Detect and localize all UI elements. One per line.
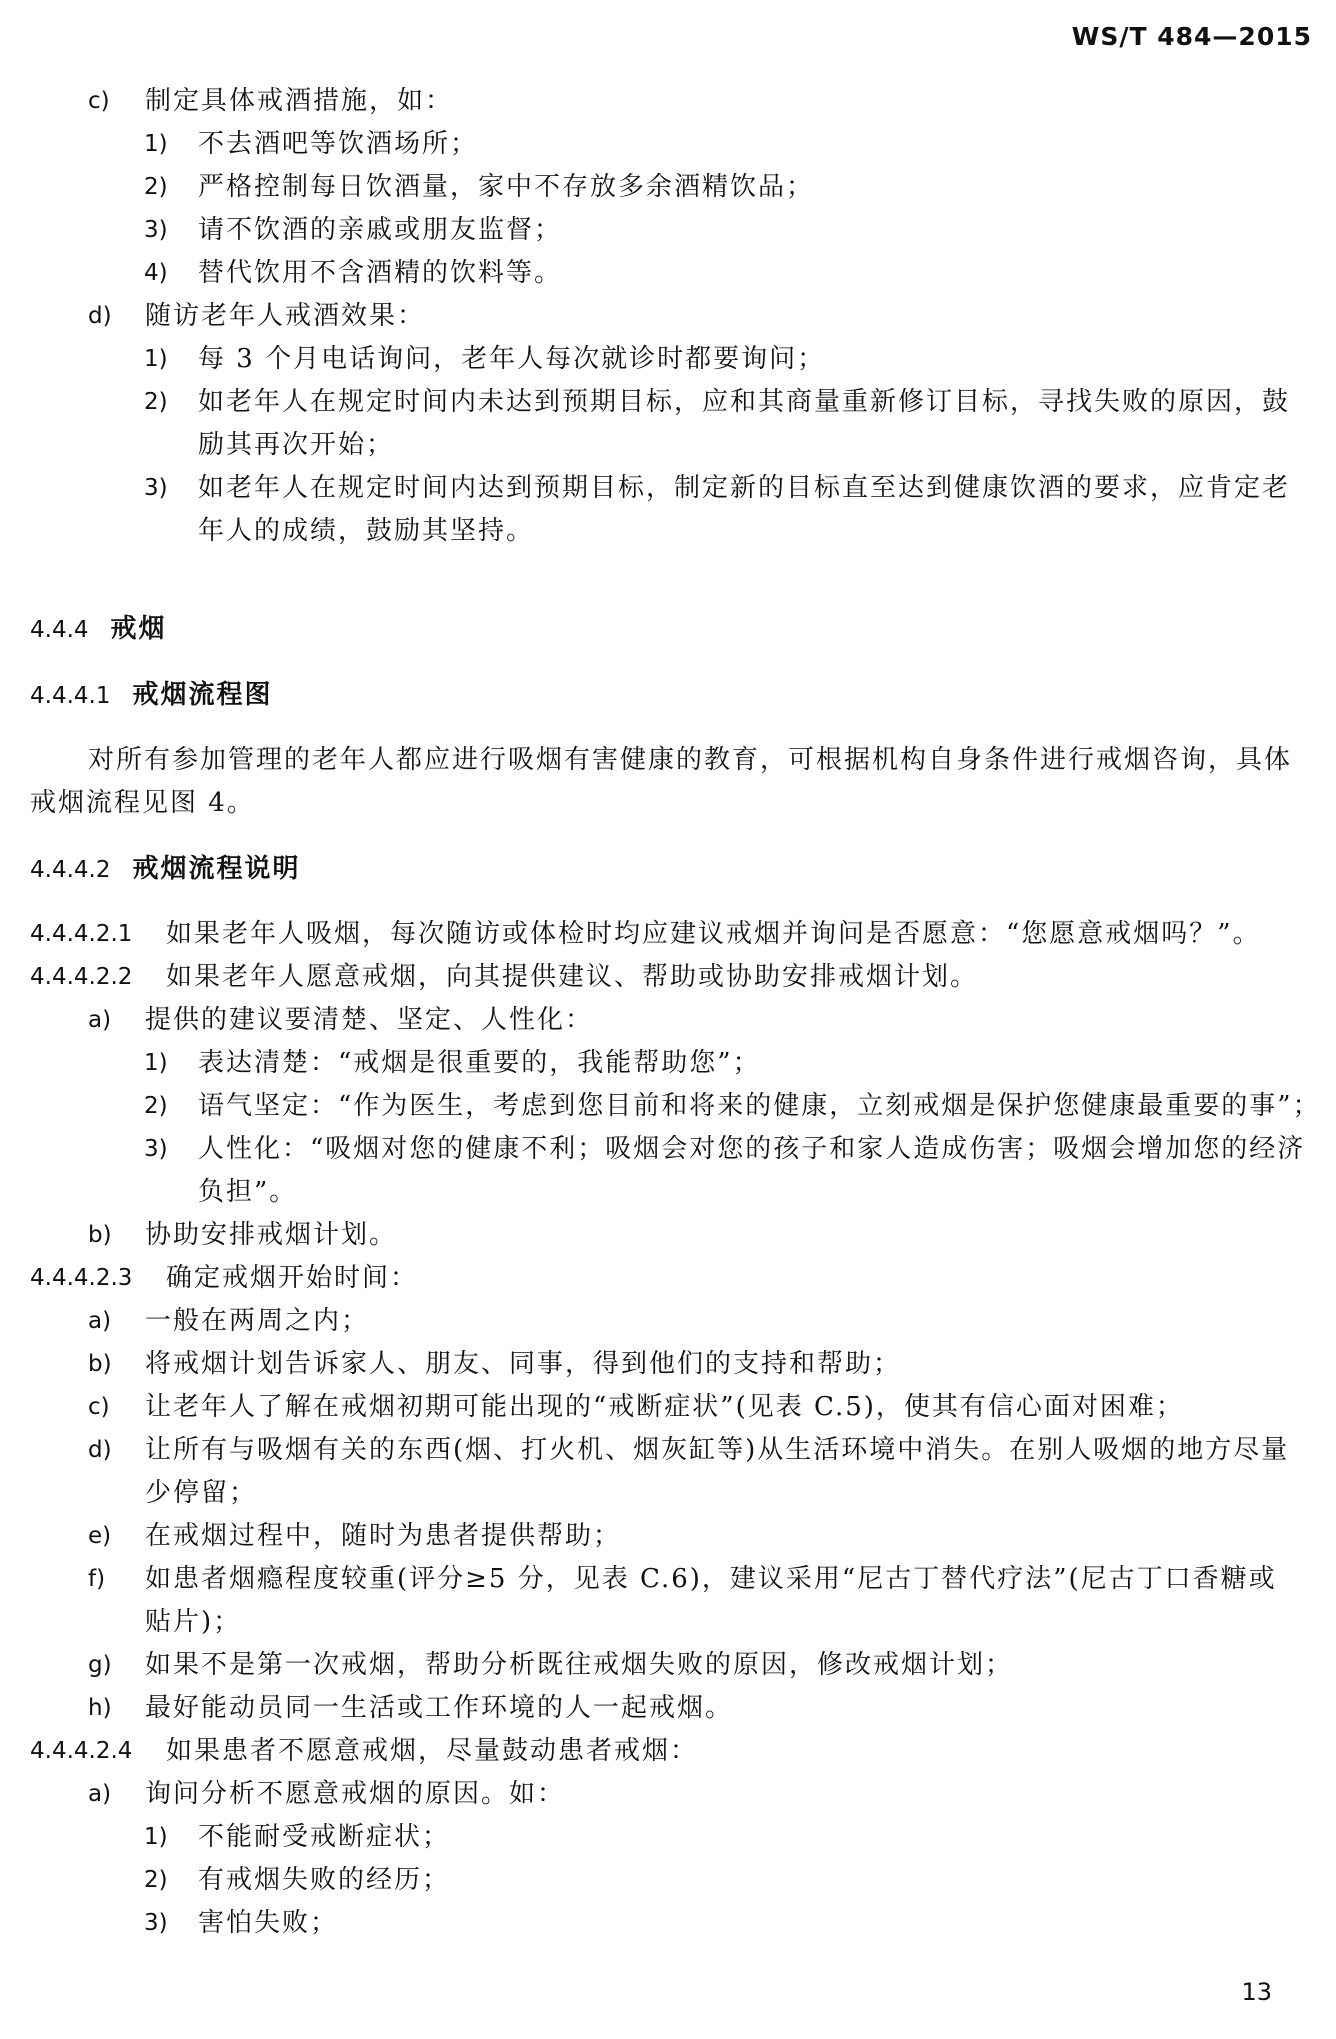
list-marker: 4) xyxy=(144,260,168,286)
list-marker: f) xyxy=(88,1566,106,1592)
line-text: 最好能动员同一生活或工作环境的人一起戒烟。 xyxy=(145,1693,734,1723)
list-marker: 2) xyxy=(144,1867,168,1893)
line-text: 如老年人在规定时间内达到预期目标，制定新的目标直至达到健康饮酒的要求，应肯定老 xyxy=(198,473,1291,503)
line-text: 少停留； xyxy=(145,1478,258,1508)
list-marker: 4.4.4.2.3 xyxy=(30,1265,133,1291)
list-marker: d) xyxy=(88,1437,112,1463)
list-marker: h) xyxy=(88,1695,112,1721)
page-number: 13 xyxy=(1241,1978,1272,2006)
line-text: 替代饮用不含酒精的饮料等。 xyxy=(198,258,563,288)
line-text: 确定戒烟开始时间： xyxy=(166,1263,419,1293)
list-marker: 2) xyxy=(144,389,168,415)
line-text: 人性化：“吸烟对您的健康不利；吸烟会对您的孩子和家人造成伤害；吸烟会增加您的经济 xyxy=(198,1134,1306,1164)
list-marker: 1) xyxy=(144,1050,168,1076)
line-text: 负担”。 xyxy=(198,1177,298,1207)
line-text: 表达清楚：“戒烟是很重要的，我能帮助您”； xyxy=(198,1048,761,1078)
list-marker: a) xyxy=(88,1781,112,1807)
line-text: 如果患者不愿意戒烟，尽量鼓动患者戒烟： xyxy=(166,1736,699,1766)
section-title: 戒烟流程图 xyxy=(132,680,273,710)
line-text: 如果老年人吸烟，每次随访或体检时均应建议戒烟并询问是否愿意：“您愿意戒烟吗？”。 xyxy=(166,919,1261,949)
line-text: 请不饮酒的亲戚或朋友监督； xyxy=(198,215,563,245)
list-marker: 4.4.4.2.2 xyxy=(30,964,133,990)
line-text: 一般在两周之内； xyxy=(145,1306,370,1336)
section-heading xyxy=(30,680,272,711)
line-text: 戒烟流程见图 4。 xyxy=(30,788,255,818)
line-text: 询问分析不愿意戒烟的原因。如： xyxy=(145,1779,566,1809)
line-text: 随访老年人戒酒效果： xyxy=(145,301,426,331)
line-text: 每 3 个月电话询问，老年人每次就诊时都要询问； xyxy=(198,344,826,374)
list-marker: 3) xyxy=(144,217,168,243)
line-text: 有戒烟失败的经历； xyxy=(198,1865,451,1895)
list-marker: 1) xyxy=(144,131,168,157)
line-text: 协助安排戒烟计划。 xyxy=(145,1220,398,1250)
section-heading xyxy=(30,854,300,885)
line-text: 将戒烟计划告诉家人、朋友、同事，得到他们的支持和帮助； xyxy=(145,1349,902,1379)
line-text: 如果不是第一次戒烟，帮助分析既往戒烟失败的原因，修改戒烟计划； xyxy=(145,1650,1014,1680)
line-text: 让所有与吸烟有关的东西(烟、打火机、烟灰缸等)从生活环境中消失。在别人吸烟的地方尽量 xyxy=(145,1435,1290,1465)
list-marker: b) xyxy=(88,1222,112,1248)
list-marker: d) xyxy=(88,303,112,329)
list-marker: 3) xyxy=(144,1136,168,1162)
line-text: 对所有参加管理的老年人都应进行吸烟有害健康的教育，可根据机构自身条件进行戒烟咨询，具体 xyxy=(88,745,1293,775)
list-marker: g) xyxy=(88,1652,112,1678)
section-heading xyxy=(30,614,167,645)
list-marker: c) xyxy=(88,1394,110,1420)
line-text: 提供的建议要清楚、坚定、人性化： xyxy=(145,1005,594,1035)
list-marker: 2) xyxy=(144,174,168,200)
list-marker: 4.4.4.2.4 xyxy=(30,1738,133,1764)
list-marker: 1) xyxy=(144,1824,168,1850)
list-marker: 1) xyxy=(144,346,168,372)
document-code: WS/T 484—2015 xyxy=(1071,22,1312,51)
line-text: 如果老年人愿意戒烟，向其提供建议、帮助或协助安排戒烟计划。 xyxy=(166,962,979,992)
list-marker: a) xyxy=(88,1308,112,1334)
list-marker: b) xyxy=(88,1351,112,1377)
section-number: 4.4.4 xyxy=(30,617,89,643)
list-marker: 3) xyxy=(144,475,168,501)
section-title: 戒烟 xyxy=(110,614,167,644)
line-text: 让老年人了解在戒烟初期可能出现的“戒断症状”(见表 C.5)，使其有信心面对困难； xyxy=(145,1392,1184,1422)
list-marker: 4.4.4.2.1 xyxy=(30,921,133,947)
list-marker: e) xyxy=(88,1523,112,1549)
line-text: 不能耐受戒断症状； xyxy=(198,1822,451,1852)
list-marker: 2) xyxy=(144,1093,168,1119)
line-text: 在戒烟过程中，随时为患者提供帮助； xyxy=(145,1521,622,1551)
line-text: 语气坚定：“作为医生，考虑到您目前和将来的健康，立刻戒烟是保护您健康最重要的事”； xyxy=(198,1091,1321,1121)
line-text: 不去酒吧等饮酒场所； xyxy=(198,129,479,159)
section-title: 戒烟流程说明 xyxy=(132,854,301,884)
line-text: 严格控制每日饮酒量，家中不存放多余酒精饮品； xyxy=(198,172,815,202)
line-text: 如患者烟瘾程度较重(评分≥5 分，见表 C.6)，建议采用“尼古丁替代疗法”(尼古丁口香糖或 xyxy=(145,1564,1277,1594)
line-text: 害怕失败； xyxy=(198,1908,339,1938)
list-marker: c) xyxy=(88,88,110,114)
line-text: 如老年人在规定时间内未达到预期目标，应和其商量重新修订目标，寻找失败的原因，鼓 xyxy=(198,387,1291,417)
section-number: 4.4.4.2 xyxy=(30,857,111,883)
list-marker: 3) xyxy=(144,1910,168,1936)
section-number: 4.4.4.1 xyxy=(30,683,111,709)
list-marker: a) xyxy=(88,1007,112,1033)
line-text: 制定具体戒酒措施，如： xyxy=(145,86,454,116)
line-text: 励其再次开始； xyxy=(198,430,395,460)
line-text: 贴片)； xyxy=(145,1607,242,1637)
line-text: 年人的成绩，鼓励其坚持。 xyxy=(198,516,535,546)
